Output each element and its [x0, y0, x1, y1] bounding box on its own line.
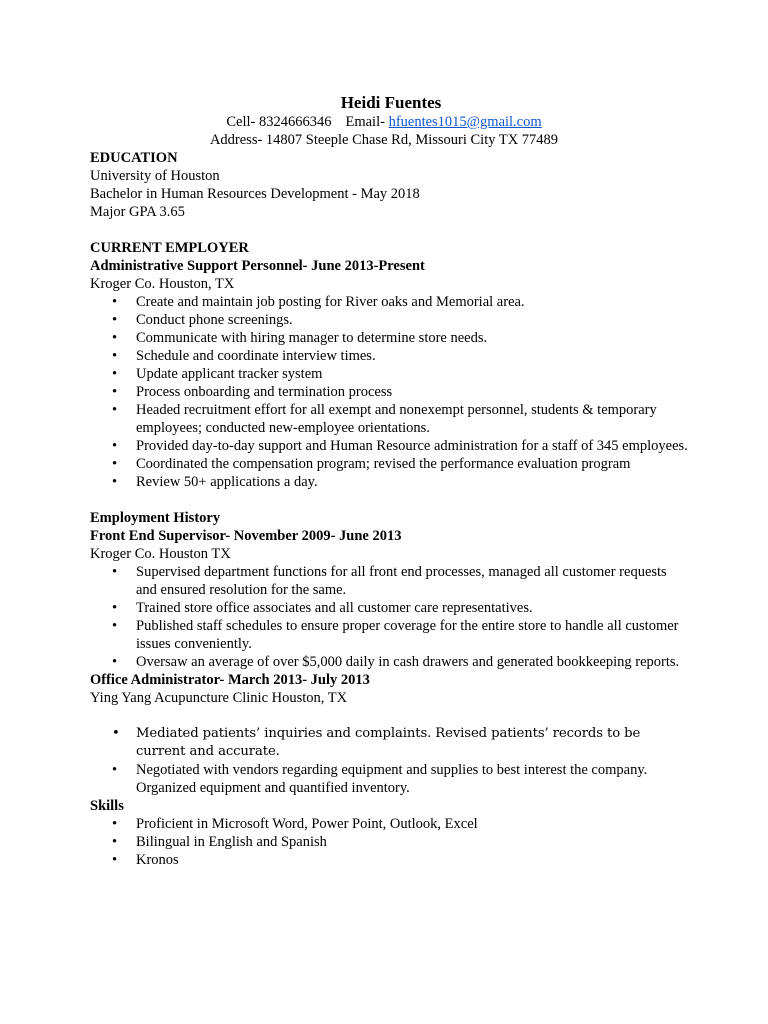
list-item: • Mediated patients’ inquiries and complaints. Revised patients’ records to be current and accurate. [112, 726, 641, 759]
list-item: • Communicate with hiring manager to determine store needs. [112, 330, 488, 346]
resume-header [0, 93, 768, 149]
bullet-icon: • [112, 330, 118, 346]
cell-number: 8324666346 [258, 114, 332, 130]
bullet-icon: • [112, 834, 118, 850]
bullet-icon: • [112, 816, 118, 832]
cell-label: Cell- [226, 114, 256, 130]
email-link[interactable]: hfuentes1015@gmail.com [388, 114, 542, 130]
education-degree: Bachelor in Human Resources Development - May 2018 [90, 186, 420, 202]
contact-line [0, 113, 768, 131]
bullet-icon: • [112, 348, 118, 364]
bullet-icon: • [112, 402, 118, 418]
bullet-icon: • [112, 564, 118, 580]
education-gpa: Major GPA 3.65 [90, 204, 185, 220]
current-duties-list [90, 293, 690, 491]
list-item: • Bilingual in English and Spanish [112, 834, 327, 850]
list-item: • Headed recruitment effort for all exempt and nonexempt personnel, students & temporary employees; conducted new-employee orientations. [112, 402, 657, 436]
list-item: • Process onboarding and termination process [112, 384, 393, 400]
bullet-icon: • [112, 600, 118, 616]
job2-duties-list [90, 725, 690, 797]
bullet-icon: • [112, 366, 118, 382]
list-item: • Update applicant tracker system [112, 366, 323, 382]
job2-company: Ying Yang Acupuncture Clinic Houston, TX [90, 690, 348, 706]
employment-history-heading: Employment History [90, 510, 221, 526]
job1-title: Front End Supervisor- November 2009- June 2013 [90, 528, 402, 544]
bullet-icon: • [112, 474, 118, 490]
candidate-name: Heidi Fuentes [340, 93, 442, 112]
education-school: University of Houston [90, 168, 220, 184]
skills-list [90, 815, 690, 869]
list-item: • Oversaw an average of over $5,000 daily in cash drawers and generated bookkeeping reports. [112, 654, 680, 670]
job2-title: Office Administrator- March 2013- July 2013 [90, 672, 370, 688]
list-item: • Coordinated the compensation program; revised the performance evaluation program [112, 456, 631, 472]
list-item: • Trained store office associates and all customer care representatives. [112, 600, 533, 616]
bullet-icon: • [112, 438, 118, 454]
list-item: • Conduct phone screenings. [112, 312, 293, 328]
list-item: • Proficient in Microsoft Word, Power Point, Outlook, Excel [112, 816, 478, 832]
bullet-icon: • [112, 456, 118, 472]
bullet-icon: • [112, 654, 118, 670]
skills-heading: Skills [90, 798, 124, 814]
list-item: • Supervised department functions for all front end processes, managed all customer requests and ensured resolution for the same. [112, 564, 667, 598]
bullet-icon: • [112, 618, 118, 634]
current-company: Kroger Co. Houston, TX [90, 276, 235, 292]
list-item: • Published staff schedules to ensure proper coverage for the entire store to handle all customer issues conveniently. [112, 618, 679, 652]
list-item: • Provided day-to-day support and Human Resource administration for a staff of 345 employees. [112, 438, 688, 454]
bullet-icon: • [112, 294, 118, 310]
list-item: • Kronos [112, 852, 179, 868]
education-heading: EDUCATION [90, 150, 178, 166]
bullet-icon: • [112, 384, 118, 400]
list-item: • Negotiated with vendors regarding equipment and supplies to best interest the company. Organized equipment and quantified inventory. [112, 762, 648, 796]
email-label: Email- [345, 114, 385, 130]
current-job-title: Administrative Support Personnel- June 2013-Present [90, 258, 425, 274]
resume-body [90, 149, 690, 869]
job1-company: Kroger Co. Houston TX [90, 546, 231, 562]
job1-duties-list [90, 563, 690, 671]
list-item: • Review 50+ applications a day. [112, 474, 318, 490]
list-item: • Create and maintain job posting for River oaks and Memorial area. [112, 294, 525, 310]
bullet-icon: • [112, 726, 120, 741]
address-line: Address- 14807 Steeple Chase Rd, Missouri City TX 77489 [209, 132, 559, 148]
current-employer-heading: CURRENT EMPLOYER [90, 240, 249, 256]
bullet-icon: • [112, 762, 118, 778]
bullet-icon: • [112, 852, 118, 868]
list-item: • Schedule and coordinate interview times. [112, 348, 376, 364]
bullet-icon: • [112, 312, 118, 328]
